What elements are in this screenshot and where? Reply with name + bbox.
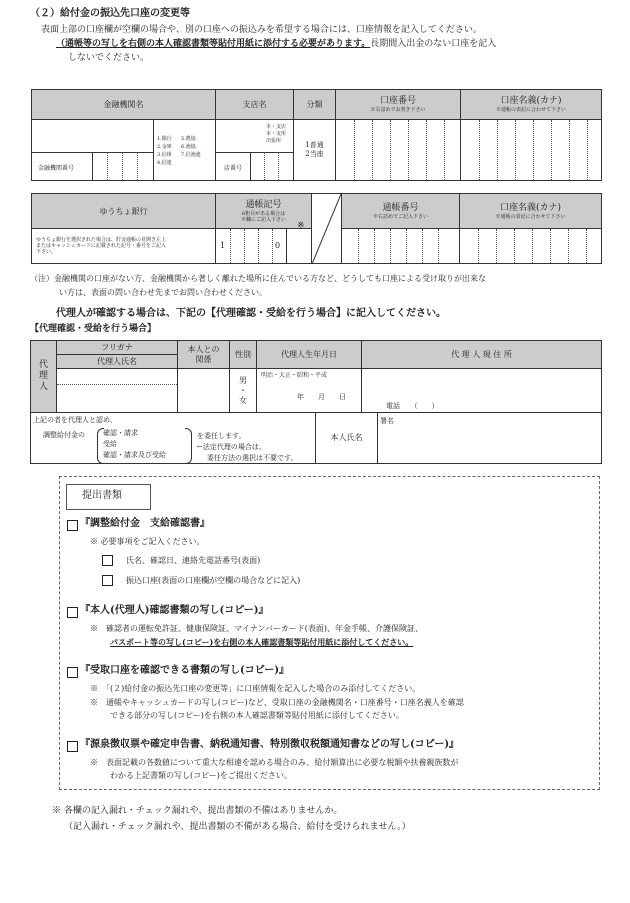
- intro-line-3: しないでください。: [68, 53, 150, 63]
- era-options: 明治・大正・昭和・平成: [261, 372, 328, 379]
- doc4-title: 『源泉徴収票や確定申告書、納税通知書、特別徴収税額通知書などの写し(コピー)』: [80, 739, 460, 750]
- doc2-title: 『本人(代理人)確認書類の写し(コピー)』: [80, 605, 269, 616]
- doc2-line-1: ※ 確認者の運転免許証、健康保険証、マイナンバーカード(表面)、年金手帳、介護保険証、: [90, 624, 423, 633]
- doc1-note: ※ 必要事項をご記入ください。: [90, 537, 205, 546]
- option-confirm-claim-receive[interactable]: 確認・請求及び受給: [103, 451, 166, 459]
- agent-subheading: 【代理確認・受給を行う場合】: [30, 324, 157, 334]
- yucho-kigo-cell[interactable]: [216, 221, 312, 264]
- doc3-checkbox[interactable]: [67, 667, 78, 678]
- option-receive[interactable]: 受給: [103, 440, 117, 448]
- principal-name-label: 本人氏名: [316, 413, 378, 464]
- yucho-holder-cell[interactable]: [460, 229, 602, 264]
- agent-table: [30, 340, 602, 413]
- doc3-line-2: ※ 通帳やキャッシュカードの写し(コピー)など、受取口座の金融機関名・口座番号・口座名義人を確認: [90, 698, 464, 707]
- intro-line-1: 表面上部の口座欄が空欄の場合や、別の口座への振込みを希望する場合には、口座情報を記入してください。: [41, 25, 482, 35]
- yucho-number-header: 通帳番号 ※右詰めでご記入下さい: [342, 194, 460, 229]
- sex-header: 性別: [230, 341, 257, 369]
- branch-name-header: 支店名: [216, 90, 294, 120]
- bank-name-header: 金融機関名: [32, 90, 216, 120]
- yucho-label: ゆうちょ銀行: [32, 194, 216, 229]
- doc1-sub1-checkbox[interactable]: [102, 555, 113, 566]
- account-holder-cell[interactable]: [461, 120, 602, 181]
- documents-title: 提出書類: [82, 490, 122, 501]
- footer-line-1: ※ 各欄の記入漏れ・チェック漏れや、提出書類の不備はありませんか。: [52, 806, 343, 816]
- doc2-checkbox[interactable]: [67, 607, 78, 618]
- yucho-number-cell[interactable]: [342, 229, 460, 264]
- consent-table: [30, 412, 602, 464]
- relation-cell[interactable]: [178, 369, 230, 413]
- yucho-diagonal: [312, 194, 342, 264]
- signature-cell[interactable]: 署名: [378, 413, 602, 464]
- yucho-digit-0: 0: [275, 241, 281, 250]
- doc1-sub1: 氏名、確認日、連絡先電話番号(表面): [126, 556, 261, 565]
- doc1-checkbox[interactable]: [67, 520, 78, 531]
- doc2-line-2: パスポート等の写し(コピー)を右側の本人確認書類等貼付用紙に添付してください。: [110, 637, 414, 647]
- doc3-title: 『受取口座を確認できる書類の写し(コピー)』: [80, 665, 290, 676]
- account-number-header: 口座番号 ※右詰めでお書き下さい: [336, 90, 461, 120]
- furigana-header: フリガナ: [57, 341, 178, 355]
- account-holder-header: 口座名義(カナ) ※通帳の表記に合わせて下さい: [461, 90, 602, 120]
- account-number-cell[interactable]: [336, 120, 461, 181]
- footer-line-2: （記入漏れ・チェック漏れや、提出書類の不備がある場合、給付を受けられません。）: [64, 822, 411, 832]
- yucho-holder-header: 口座名義(カナ) ※通帳の表記に合わせて下さい: [460, 194, 602, 229]
- note-line-2: い方は、表面の問い合わせ先までお問い合わせください。: [59, 288, 267, 297]
- yucho-note-cell: ゆうちょ銀行を選択された場合は、貯金通帳の見開き左上 またはキャッシュカードに記載された記号・番号をご記入 下さい。: [32, 229, 216, 264]
- relation-header: 本人との 関係: [178, 341, 230, 369]
- tel-label: 電話 （ ）: [386, 402, 439, 410]
- birthdate-cell[interactable]: [257, 369, 362, 413]
- yucho-kigo-header: 通帳記号 6桁目がある場合は ※欄にご記入下さい: [216, 194, 312, 229]
- sex-cell[interactable]: 男 ・ 女: [230, 369, 257, 413]
- note-line-1: （注）金融機関の口座がない方、金融機関から著しく離れた場所に住んでいる方など、どうしても口座による受け取りが出来な: [30, 274, 486, 283]
- doc4-checkbox[interactable]: [67, 741, 78, 752]
- doc4-line-2: わかる上記書類の写し(コピー)をご提出ください。: [110, 771, 292, 780]
- address-cell[interactable]: [362, 369, 602, 413]
- branch-code-label: 店番号: [224, 165, 243, 172]
- account-type-header: 分類: [294, 90, 336, 120]
- option-confirm-claim[interactable]: 確認・請求: [103, 429, 138, 437]
- agent-side-label: 代 理 人: [31, 341, 57, 413]
- account-type-cell[interactable]: 1普通 2当座: [294, 120, 336, 181]
- yucho-digit-1: 1: [220, 241, 226, 250]
- doc4-line-1: ※ 表面記載の各数値について重大な相違を認める場合のみ、給付額算出に必要な税額や扶養親族数が: [90, 758, 459, 767]
- doc3-line-3: できる部分の写し(コピー)を右側の本人確認書類等貼付用紙に添付してください。: [110, 711, 404, 720]
- bank-name-cell[interactable]: [32, 120, 154, 181]
- bank-code-label: 金融機関番号: [38, 165, 75, 172]
- address-header: 代 理 人 現 住 所: [362, 341, 602, 369]
- agent-name-header: 代理人氏名: [57, 355, 178, 369]
- yucho-mark: ※: [297, 221, 305, 231]
- agent-name-cell[interactable]: [57, 369, 178, 413]
- agent-heading: 代理人が確認する場合は、下記の【代理確認・受給を行う場合】に記入してください。: [56, 308, 446, 319]
- yucho-table: [31, 193, 602, 264]
- birthdate-header: 代理人生年月日: [257, 341, 362, 369]
- doc1-sub2: 振込口座(表面の口座欄が空欄の場合などに記入): [126, 576, 301, 585]
- section-title: （２）給付金の振込先口座の変更等: [30, 8, 190, 19]
- doc3-line-1: ※ 「(２)給付金の振込先口座の変更等」に口座情報を記入した場合のみ添付してください。: [90, 684, 421, 693]
- bank-account-table: [31, 89, 602, 181]
- branch-cell[interactable]: 本・支店 本・支所 出張所 店番号: [216, 120, 294, 181]
- intro-line-2: （通帳等の写しを右側の本人確認書類等貼付用紙に添付する必要があります。長期間入出金のない口座を記入: [56, 39, 497, 49]
- bank-kind-cell[interactable]: 1.銀行 5.農協 2.金庫 6.漁協 3.信組 7.信漁連 4.信連: [154, 120, 216, 181]
- doc1-title: 『調整給付金 支給確認書』: [80, 518, 210, 529]
- ymd-label: 年 月 日: [297, 393, 346, 401]
- consent-cell: 上記の者を代理人と認め、 調整給付金の 確認・請求 受給 確認・請求及び受給 を委任します。 ←法定代理の場合は、 委任方法の選択は不要です。: [31, 413, 316, 464]
- doc1-sub2-checkbox[interactable]: [102, 575, 113, 586]
